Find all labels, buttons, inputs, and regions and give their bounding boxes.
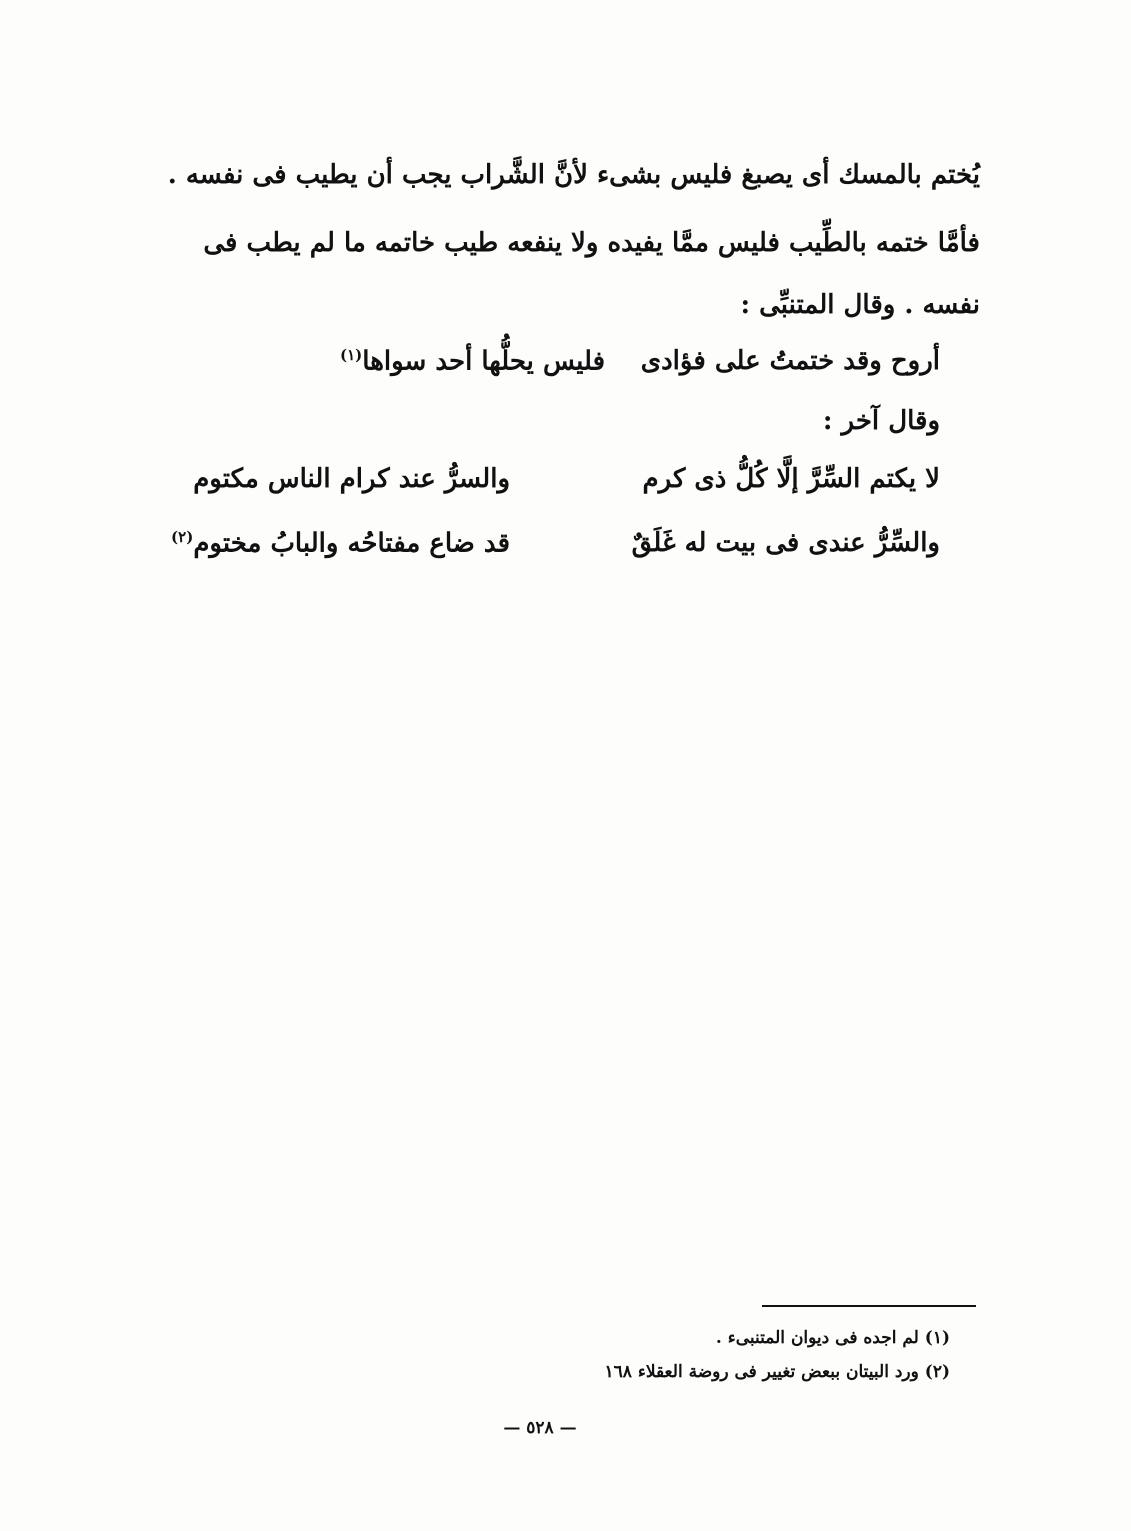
body-line-2: فأمَّا ختمه بالطِّيب فليس ممَّا يفيده ولا ينفعه طيب خاتمه ما لم يطب فى [203, 228, 980, 258]
verse-2 [120, 464, 940, 504]
verse-3-second-hemistich [167, 528, 510, 559]
intro-text: وقال آخر : [822, 406, 940, 436]
verse-2-first-hemistich: لا يكتم السِّرَّ إلَّا كُلُّ ذى كرم [642, 464, 940, 494]
verse-1-second-hemistich [336, 346, 605, 377]
verse-1-first-hemistich: أروح وقد ختمتُ على فؤادى [640, 346, 940, 376]
verse-1 [120, 346, 940, 386]
verse-1-second-text: فليس يحلُّها أحد سواها [362, 346, 605, 377]
footnote-marker-1: (١) [339, 346, 363, 364]
page-number: — ٥٢٨ — [503, 1418, 577, 1438]
footnote-divider [762, 1305, 976, 1307]
verse-3-first-hemistich: والسِّرُّ عندى فى بيت له غَلَقٌ [631, 528, 940, 558]
footnote-marker-2: (٢) [171, 528, 194, 546]
body-line-1: يُختم بالمسك أى يصبغ فليس بشىء لأنَّ الشَّراب يجب أن يطيب فى نفسه . [167, 160, 980, 190]
footnote-2: (٢) ورد البيتان ببعض تغيير فى روضة العقلاء ١٦٨ [604, 1362, 950, 1382]
intro-line [600, 406, 940, 446]
verse-3-second-text: قد ضاع مفتاحُه والبابُ مختوم [193, 528, 510, 559]
verse-2-second-hemistich: والسرُّ عند كرام الناس مكتوم [193, 464, 510, 494]
body-line-3: نفسه . وقال المتنبِّى : [740, 290, 980, 320]
verse-3 [120, 528, 940, 568]
footnote-1: (١) لم اجده فى ديوان المتنبىء . [715, 1328, 950, 1348]
